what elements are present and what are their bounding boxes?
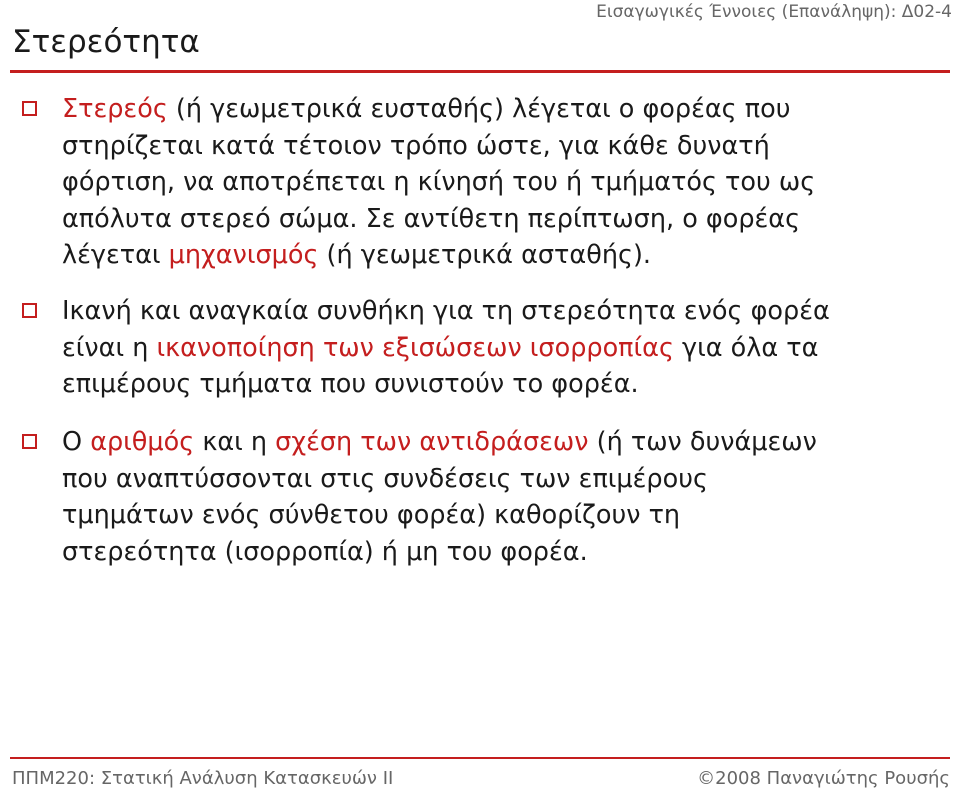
- highlighted-term: ικανοποίηση των εξισώσεων ισορροπίας: [156, 332, 674, 363]
- hollow-square-bullet-icon: [22, 434, 37, 449]
- page-title: Στερεότητα: [12, 24, 200, 60]
- text-run: απόλυτα στερεό σώμα. Σε αντίθετη περίπτωση, ο φορέας: [62, 203, 801, 234]
- text-run: Ο: [62, 427, 91, 457]
- text-run: φόρτιση, να αποτρέπεται η κίνησή του ή τμήματός του ως: [62, 167, 816, 197]
- text-run: για όλα τα: [673, 332, 819, 363]
- bullet-line: [62, 366, 952, 403]
- bullet-line: [62, 91, 952, 128]
- text-run: (ή γεωμετρικά ασταθής).: [318, 240, 652, 270]
- text-run: (ή γεωμετρικά ευσταθής) λέγεται ο φορέας που: [167, 94, 791, 124]
- text-run: στηρίζεται κατά τέτοιον τρόπο ώστε, για κάθε δυνατή: [62, 130, 770, 161]
- footer-course: ΠΠΜ220: Στατική Ανάλυση Κατασκευών ΙΙ: [12, 768, 394, 789]
- bullet-line: [62, 237, 952, 274]
- bullet-stability-condition: [22, 293, 952, 403]
- hollow-square-bullet-icon: [22, 101, 37, 116]
- bullet-line: [62, 497, 952, 534]
- bullet-line: [62, 128, 952, 165]
- highlighted-term: Στερεός: [62, 94, 168, 124]
- footer-divider: [10, 757, 950, 759]
- bullet-line: [62, 164, 952, 201]
- title-divider: [10, 70, 950, 73]
- bullet-line: [62, 424, 952, 461]
- text-run: (ή των δυνάμεων: [588, 427, 817, 457]
- text-run: είναι η: [62, 332, 157, 363]
- highlighted-term: σχέση των αντιδράσεων: [275, 427, 589, 457]
- bullet-line: [62, 293, 952, 330]
- text-run: επιμέρους τμήματα που συνιστούν το φορέα.: [62, 369, 639, 399]
- hollow-square-bullet-icon: [22, 303, 37, 318]
- text-run: και η: [194, 427, 276, 457]
- bullet-text: [62, 91, 952, 274]
- text-run: λέγεται: [62, 240, 169, 270]
- bullet-stability-definition: [22, 91, 952, 274]
- text-run: στερεότητα (ισορροπία) ή μη του φορέα.: [62, 536, 588, 567]
- bullet-line: [62, 461, 952, 498]
- highlighted-term: μηχανισμός: [168, 240, 319, 270]
- highlighted-term: αριθμός: [90, 427, 195, 457]
- text-run: τμημάτων ενός σύνθετου φορέα) καθορίζουν τη: [62, 500, 681, 530]
- text-run: που αναπτύσσονται στις συνδέσεις των επιμέρους: [62, 463, 708, 494]
- bullet-text: [62, 293, 952, 403]
- text-run: Ικανή και αναγκαία συνθήκη για τη στερεότητα ενός φορέα: [62, 296, 830, 326]
- bullet-line: [62, 534, 952, 571]
- section-header: Εισαγωγικές Έννοιες (Επανάληψη): Δ02-4: [596, 2, 952, 22]
- bullet-reactions: [22, 424, 952, 570]
- bullet-line: [62, 201, 952, 238]
- bullet-text: [62, 424, 952, 570]
- footer-copyright: ©2008 Παναγιώτης Ρουσής: [697, 768, 950, 789]
- bullet-line: [62, 330, 952, 367]
